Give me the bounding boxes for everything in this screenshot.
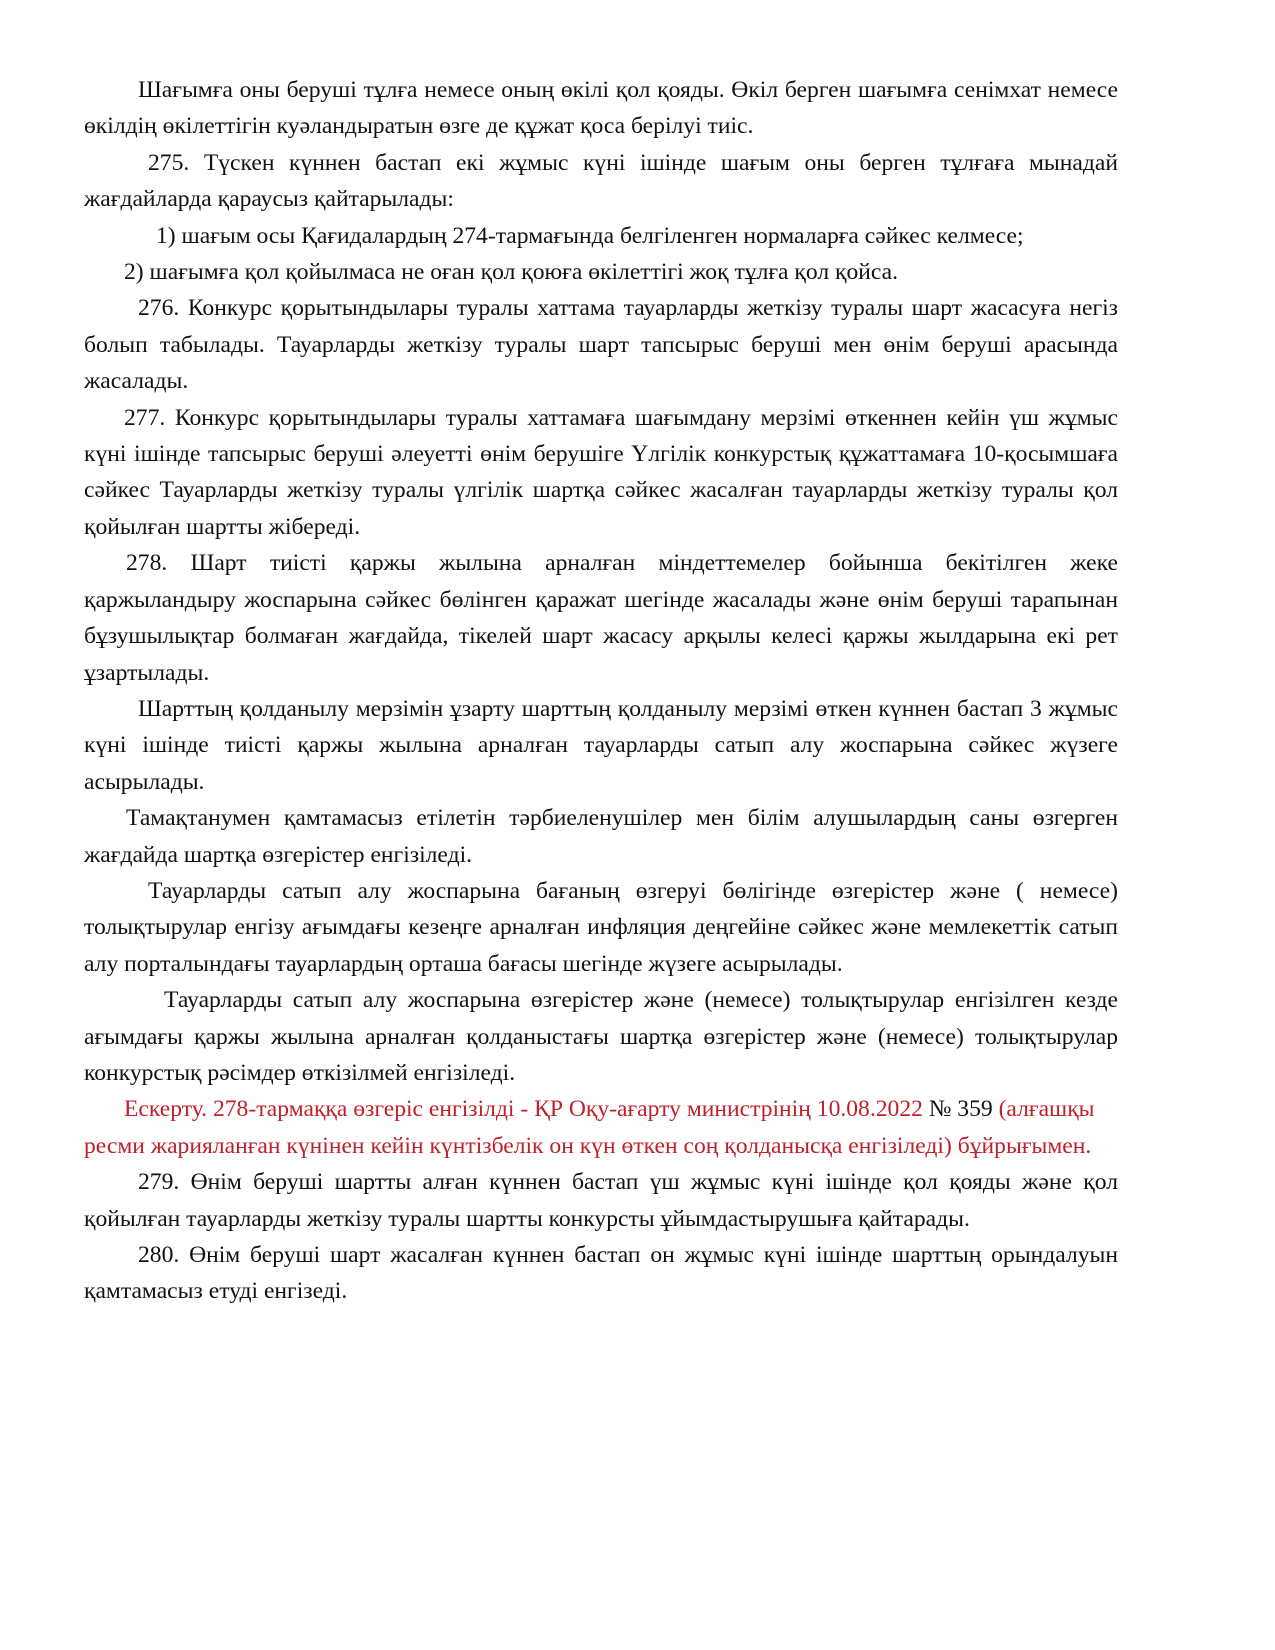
paragraph-277: 277. Конкурс қорытындылары туралы хаттамаға шағымдану мерзімі өткеннен кейін үш жұмыс күні ішінде тапсырыс беруші әлеуетті өнім берушіге Үлгілік конкурстық құжаттамаға 10-қосымшаға сәйкес Тауарларды жеткізу туралы үлгілік шартқа сәйкес жасалған тауарларды жеткізу туралы қол қойылған шартты жібереді.: [84, 404, 1118, 540]
paragraph-278: 278. Шарт тиісті қаржы жылына арналған міндеттемелер бойынша бекітілген жеке қаржыландыру жоспарына сәйкес бөлінген қаражат шегінде жасалады және өнім беруші тарапынан бұзушылықтар болмаған жағдайда, тікелей шарт жасасу арқылы келесі қаржы жылдарына екі рет ұзартылады.: [84, 550, 1118, 686]
paragraph-278-plan-change: Тауарларды сатып алу жоспарына өзгерістер және (немесе) толықтырулар енгізілген кезде ағымдағы қаржы жылына арналған қолданыстағы шартқа өзгерістер және (немесе) толықтырулар конкурстық рәсімдер өткізілмей енгізіледі.: [84, 987, 1118, 1086]
amendment-note-part2: (алғашқы ресми жарияланған күнінен кейін күнтізбелік он күн өткен соң қолданысқа енгізіледі) бұйрығымен.: [84, 1096, 1095, 1159]
paragraph-signature-requirement: Шағымға оны беруші тұлға немесе оның өкілі қол қояды. Өкіл берген шағымға сенімхат немесе өкілдің өкілеттігін куәландыратын өзге де құжат қоса берілуі тиіс.: [84, 77, 1118, 140]
amendment-note-number-sign: №: [928, 1096, 952, 1123]
paragraph-275: 275. Түскен күннен бастап екі жұмыс күні ішінде шағым оны берген тұлғаға мынадай жағдайларда қараусыз қайтарылады:: [84, 149, 1118, 213]
document-page: [84, 72, 1118, 1310]
amendment-note-part1: Ескерту. 278-тармаққа өзгеріс енгізілді - ҚР Оқу-ағарту министрінің 10.08.2022: [124, 1096, 923, 1123]
paragraph-279: 279. Өнім беруші шартты алған күннен бастап үш жұмыс күні ішінде қол қояды және қол қойылған тауарларды жеткізу туралы шартты конкурсты ұйымдастырушыға қайтарады.: [84, 1169, 1118, 1232]
paragraph-280: 280. Өнім беруші шарт жасалған күннен бастап он жұмыс күні ішінде шарттың орындалуын қамтамасыз етуді енгізеді.: [84, 1242, 1118, 1305]
paragraph-276: 276. Конкурс қорытындылары туралы хаттама тауарларды жеткізу туралы шарт жасасуға негіз болып табылады. Тауарларды жеткізу туралы шарт тапсырыс беруші мен өнім беруші арасында жасалады.: [84, 295, 1118, 395]
amendment-note-order-number: 359: [957, 1096, 993, 1123]
paragraph-278-extension: Шарттың қолданылу мерзімін ұзарту шарттың қолданылу мерзімі өткен күннен бастап 3 жұмыс күні ішінде тиісті қаржы жылына арналған тауарларды сатып алу жоспарына сәйкес жүзеге асырылады.: [84, 695, 1118, 795]
paragraph-278-price-change: Тауарларды сатып алу жоспарына бағаның өзгеруі бөлігінде өзгерістер және ( немесе) толықтырулар енгізу ағымдағы кезеңге арналған инфляция деңгейіне сәйкес және мемлекеттік сатып алу порталындағы тауарлардың орташа бағасы шегінде жүзеге асырылады.: [84, 877, 1118, 977]
paragraph-275-item-1: 1) шағым осы Қағидалардың 274-тармағында белгіленген нормаларға сәйкес келмесе;: [156, 222, 1024, 249]
paragraph-275-item-2: 2) шағымға қол қойылмаса не оған қол қоюға өкілеттігі жоқ тұлға қол қойса.: [124, 259, 899, 286]
paragraph-278-nutrition: Тамақтанумен қамтамасыз етілетін тәрбиеленушілер мен білім алушылардың саны өзгерген жағдайда шартқа өзгерістер енгізіледі.: [84, 805, 1118, 868]
amendment-note: [84, 1091, 1118, 1164]
